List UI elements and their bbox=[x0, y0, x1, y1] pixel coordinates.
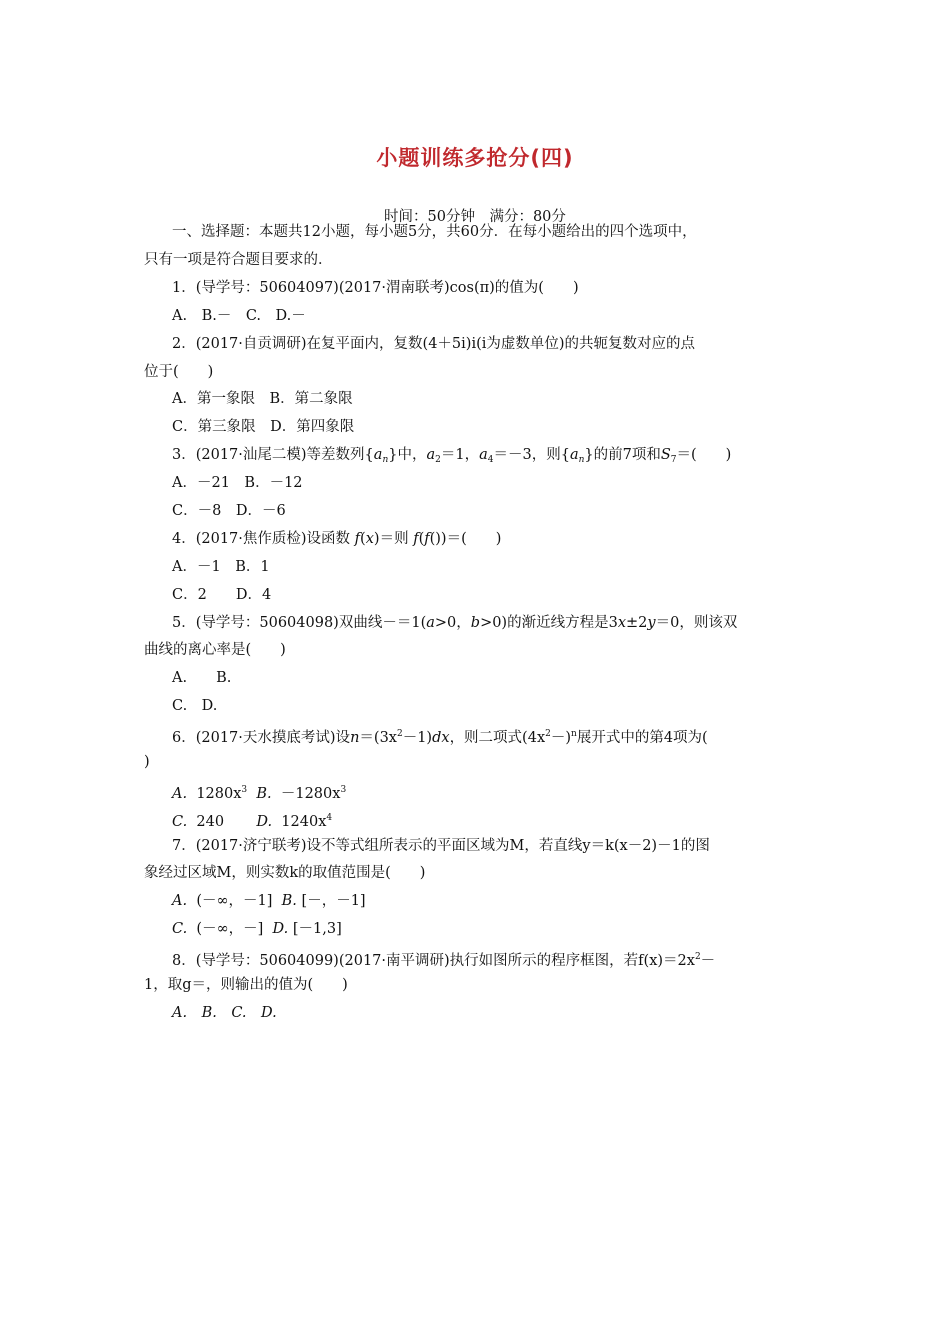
question-8-stem-line1: 8．(导学号：50604099)(2017·南平调研)执行如图所示的程序框图，若$f(x)=2x^2-$ bbox=[172, 952, 716, 969]
question-2-stem-line1: 2．(2017·自贡调研)在复平面内，复数(4＋5i)i(i为虚数单位)的共轭复数对应的点 bbox=[172, 336, 696, 352]
question-2-stem-line2: 位于( ) bbox=[144, 364, 214, 380]
document-title: 小题训练多抢分(四) bbox=[376, 146, 574, 170]
question-3-options-row2: C．－8 D．－6 bbox=[172, 503, 286, 519]
question-7-options-row2: C. (－∞，－] D. [－1,3] bbox=[172, 921, 342, 937]
question-5-stem-line2: 曲线的离心率是( ) bbox=[144, 642, 286, 658]
question-7-stem-line2: 象经过区域M，则实数k的取值范围是( ) bbox=[144, 865, 426, 881]
question-6-stem-line2: ) bbox=[144, 754, 150, 770]
question-3-stem: 3．(2017·汕尾二模)等差数列$\{a_n\}$中，$a_2=1$，$a_4=-3$，则$\{a_n\}$的前7项和$S_7=$( ) bbox=[172, 447, 732, 465]
question-3-options-row1: A．－21 B．－12 bbox=[172, 475, 303, 491]
question-6-stem-line1: 6．(2017·天水摸底考试)设$n=(3x^2-1)dx$，则二项式$(4x^2-)^n$展开式中的第4项为( bbox=[172, 729, 708, 746]
time-score-info: 时间：50分钟 满分：80分 bbox=[384, 209, 566, 225]
question-4-stem: 4．(2017·焦作质检)设函数 f(x)＝则 f(f())＝( ) bbox=[172, 531, 502, 547]
question-6-options-row1: A. $1280x^3$ B. $-1280x^3$ bbox=[172, 785, 347, 802]
question-1-stem: 1．(导学号：50604097)(2017·渭南联考)cos(π)的值为( ) bbox=[172, 280, 579, 296]
question-6-options-row2: C. 240 D. $1240x^4$ bbox=[172, 813, 333, 830]
question-2-options-row2: C．第三象限 D．第四象限 bbox=[172, 419, 355, 435]
question-4-options-row2: C．2 D．4 bbox=[172, 587, 272, 603]
section-intro-line2: 只有一项是符合题目要求的． bbox=[144, 252, 333, 268]
question-4-options-row1: A．－1 B．1 bbox=[172, 559, 270, 575]
question-7-stem-line1: 7．(2017·济宁联考)设不等式组所表示的平面区域为M，若直线y＝k(x－2)－1的图 bbox=[172, 838, 710, 854]
question-7-options-row1: A. (－∞，－1] B. [－，－1] bbox=[172, 893, 366, 909]
question-5-options-row1: A. B. bbox=[172, 670, 232, 686]
question-8-options: A. B. C. D. bbox=[172, 1005, 277, 1021]
question-5-options-row2: C. D. bbox=[172, 698, 218, 714]
question-1-options: A. B.－ C. D.－ bbox=[172, 308, 306, 324]
question-2-options-row1: A．第一象限 B．第二象限 bbox=[172, 391, 353, 407]
section-intro-line1: 一、选择题：本题共12小题，每小题5分，共60分．在每小题给出的四个选项中， bbox=[172, 224, 697, 240]
question-8-stem-line2: 1，取g＝，则输出的值为( ) bbox=[144, 977, 348, 993]
question-5-stem-line1: 5．(导学号：50604098)双曲线－＝1(a>0，b>0)的渐近线方程是3x±2y＝0，则该双 bbox=[172, 615, 738, 631]
